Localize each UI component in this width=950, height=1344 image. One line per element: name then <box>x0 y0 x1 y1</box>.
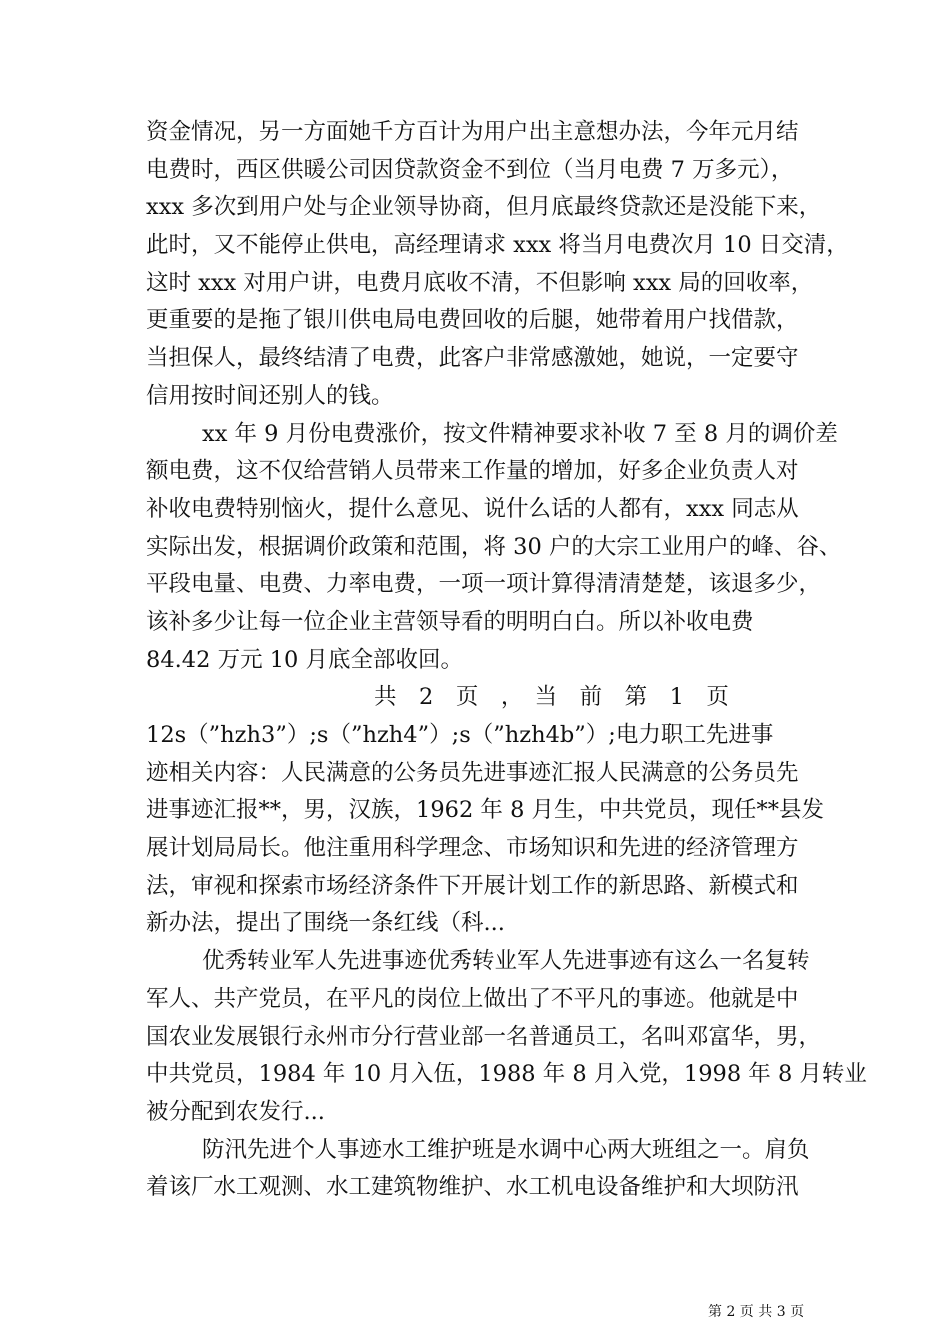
text-line: 此时，又不能停止供电，高经理请求 xxx 将当月电费次月 10 日交清， <box>146 232 849 259</box>
text-line: 当担保人，最终结清了电费，此客户非常感激她，她说，一定要守 <box>146 345 799 372</box>
paragraph-5 <box>146 1132 818 1207</box>
page-counter: 共 2 页 ， 当 前 第 1 页 <box>374 684 729 711</box>
text-line: 国农业发展银行永州市分行营业部一名普通员工，名叫邓富华，男， <box>146 1023 822 1050</box>
text-line: 优秀转业军人先进事迹优秀转业军人先进事迹有这么一名复转 <box>202 948 810 975</box>
text-line: 补收电费特别恼火，提什么意见、说什么话的人都有，xxx 同志从 <box>146 495 799 522</box>
text-line: 被分配到农发行... <box>146 1098 325 1125</box>
text-line: 额电费，这不仅给营销人员带来工作量的增加，好多企业负责人对 <box>146 458 799 485</box>
paragraph-4 <box>146 943 867 1131</box>
text-line: 平段电量、电费、力率电费，一项一项计算得清清楚楚，该退多少， <box>146 571 822 598</box>
text-line: 电费时，西区供暖公司因贷款资金不到位（当月电费 7 万多元）， <box>146 156 794 183</box>
page-footer: 第 2 页 共 3 页 <box>708 1304 805 1320</box>
text-line: 军人、共产党员，在平凡的岗位上做出了不平凡的事迹。他就是中 <box>146 985 799 1012</box>
text-line: 12s（”hzh3”）;s（”hzh4”）;s（”hzh4b”）;电力职工先进事 <box>146 722 774 748</box>
paragraph-3 <box>146 717 825 943</box>
text-line: 这时 xxx 对用户讲，电费月底收不清，不但影响 xxx 局的回收率， <box>146 269 814 296</box>
text-line: 更重要的是拖了银川供电局电费回收的后腿，她带着用户找借款， <box>146 307 799 334</box>
text-line: 展计划局局长。他注重用科学理念、市场知识和先进的经济管理方 <box>146 835 799 862</box>
text-line: 迹相关内容：人民满意的公务员先进事迹汇报人民满意的公务员先 <box>146 759 799 786</box>
text-line: 该补多少让每一位企业主营领导看的明明白白。所以补收电费 <box>146 608 754 635</box>
text-line: 着该厂水工观测、水工建筑物维护、水工机电设备维护和大坝防汛 <box>146 1174 799 1201</box>
text-line: xx 年 9 月份电费涨价，按文件精神要求补收 7 至 8 月的调价差 <box>202 420 838 447</box>
text-line: 中共党员，1984 年 10 月入伍，1988 年 8 月入党，1998 年 8 月转业 <box>146 1061 867 1088</box>
text-line: 84.42 万元 10 月底全部收回。 <box>146 646 463 673</box>
paragraph-1 <box>146 114 849 416</box>
paragraph-2 <box>146 416 842 680</box>
text-line: 进事迹汇报**，男，汉族，1962 年 8 月生，中共党员，现任**县发 <box>146 797 825 824</box>
text-line: 实际出发，根据调价政策和范围，将 30 户的大宗工业用户的峰、谷、 <box>146 533 842 560</box>
text-line: 资金情况，另一方面她千方百计为用户出主意想办法，今年元月结 <box>146 119 799 145</box>
text-line: xxx 多次到用户处与企业领导协商，但月底最终贷款还是没能下来， <box>146 194 822 221</box>
document-body <box>146 114 867 1207</box>
text-line: 法，审视和探索市场经济条件下开展计划工作的新思路、新模式和 <box>146 872 799 899</box>
text-line: 防汛先进个人事迹水工维护班是水调中心两大班组之一。肩负 <box>202 1136 810 1163</box>
text-line: 信用按时间还别人的钱。 <box>146 382 394 409</box>
text-line: 新办法，提出了围绕一条红线（科... <box>146 910 505 937</box>
